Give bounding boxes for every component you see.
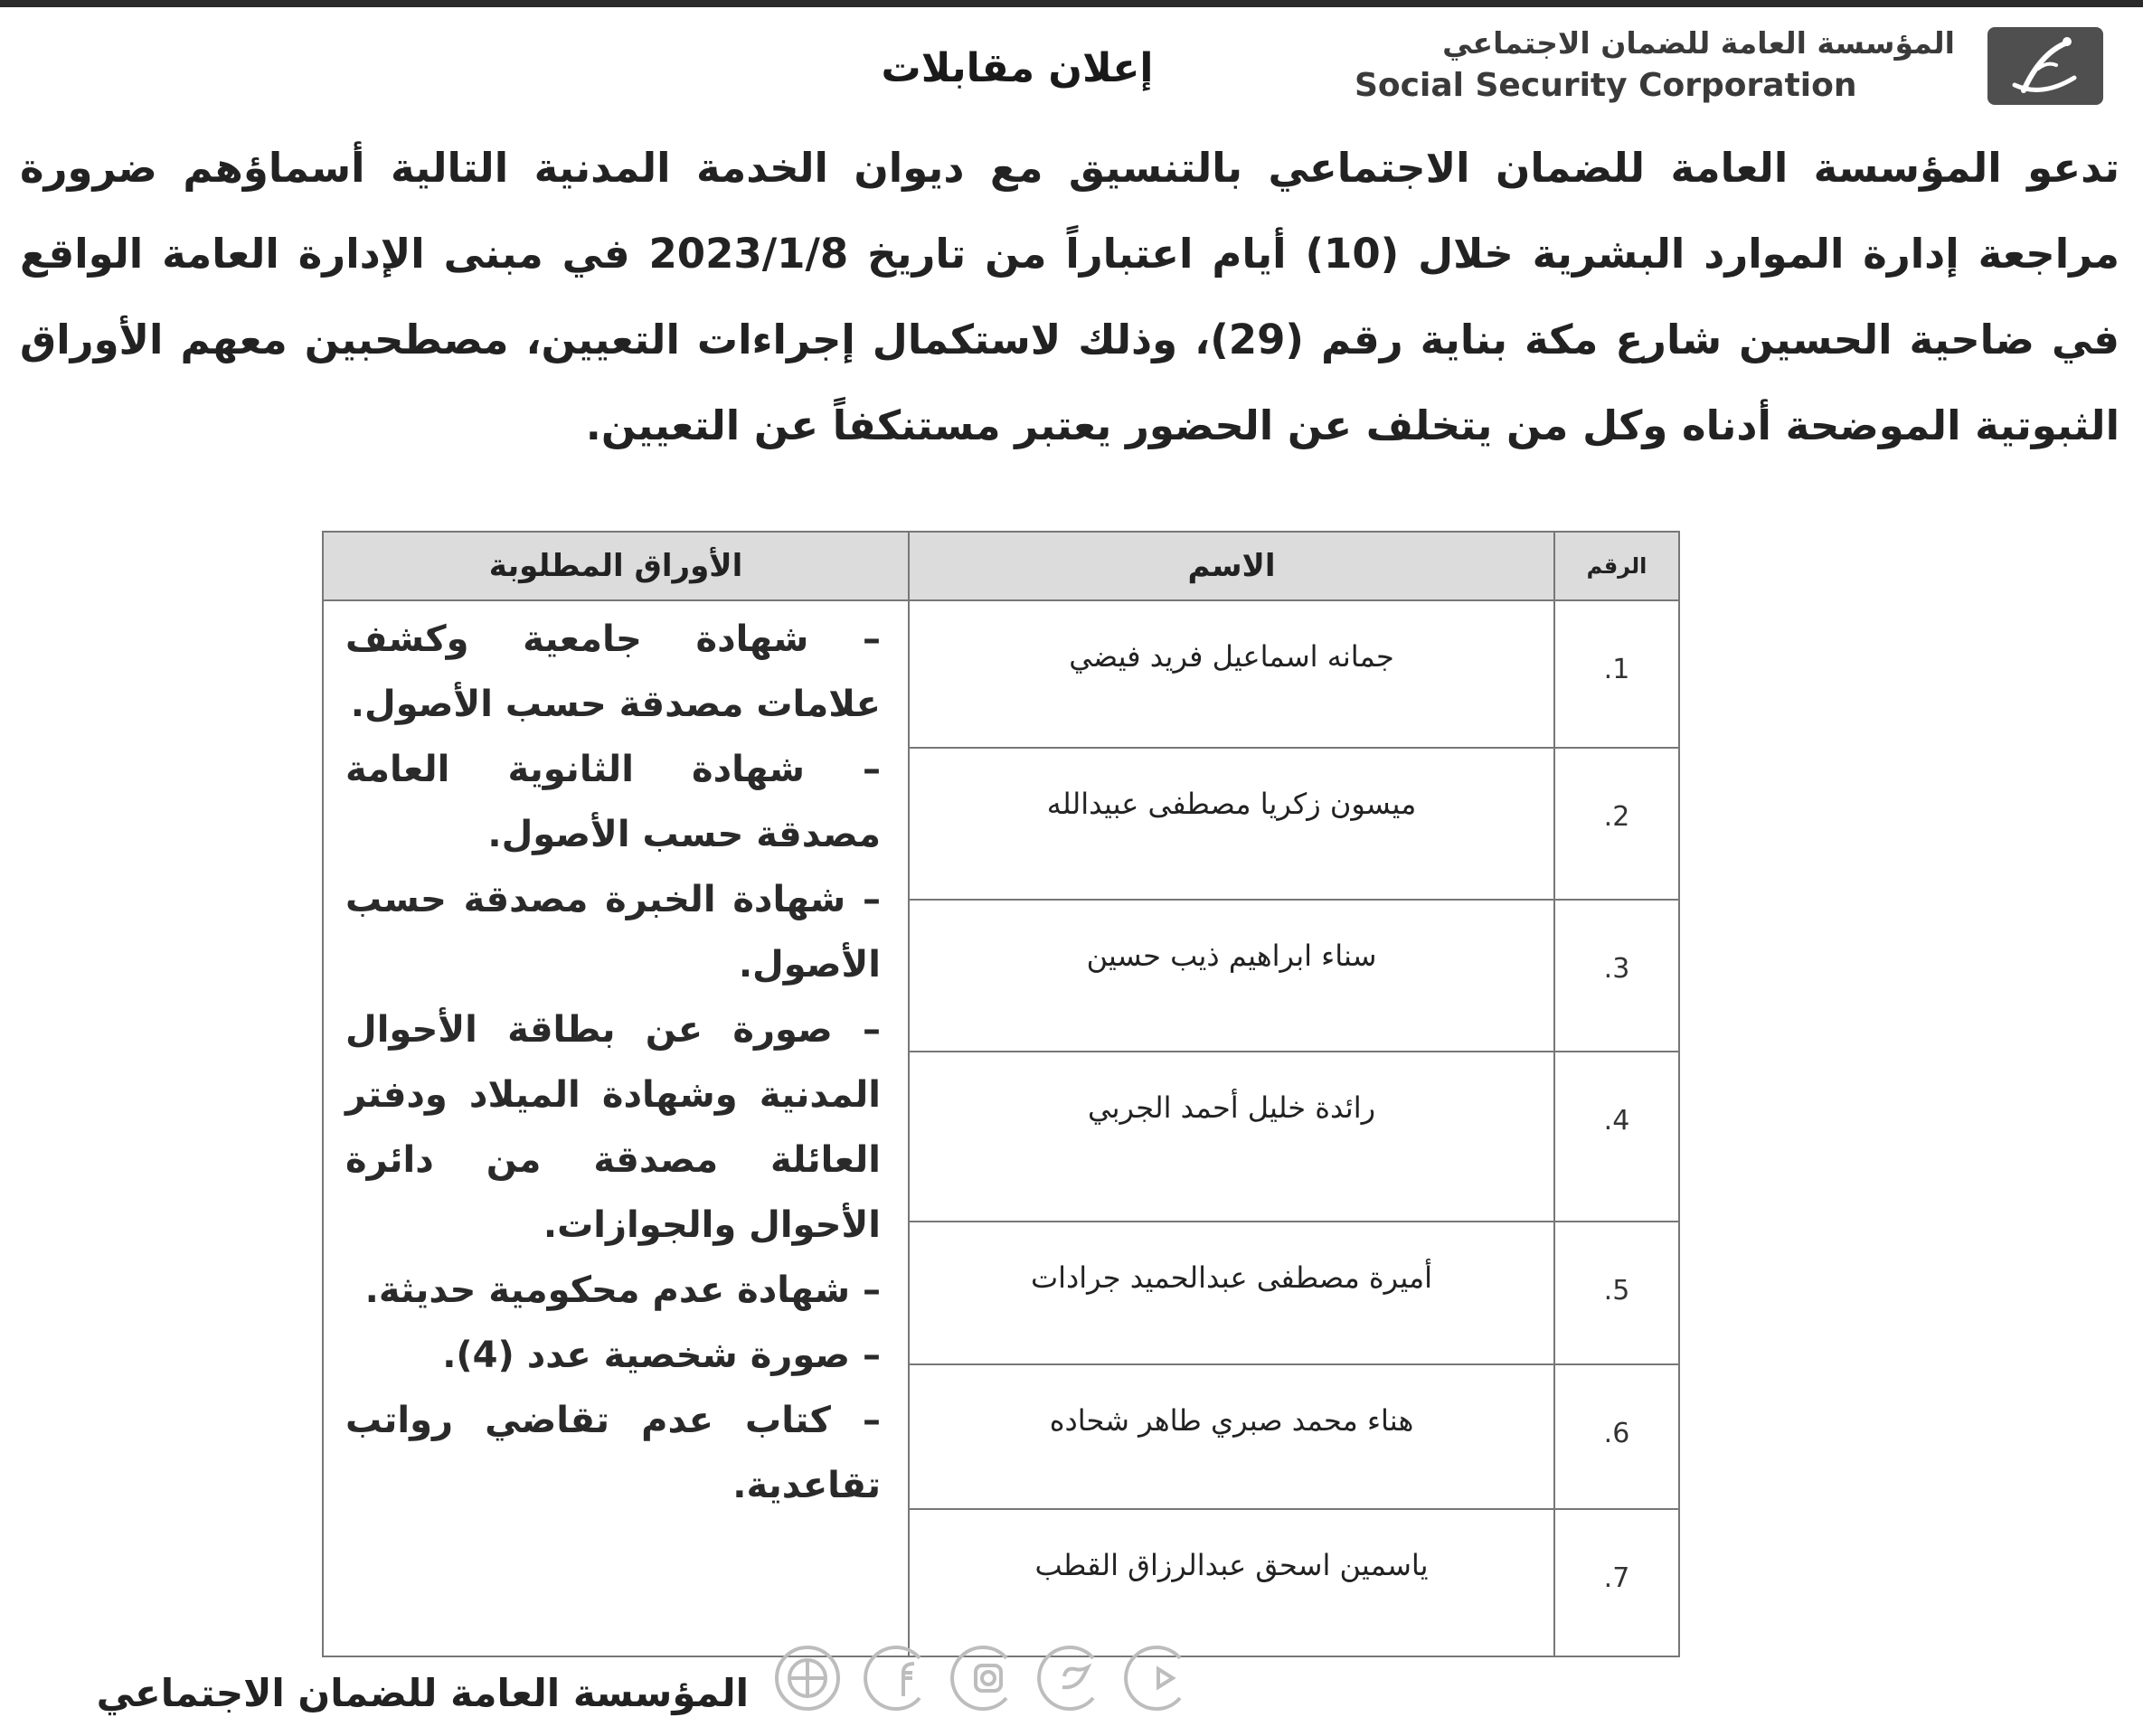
row-number: 1.	[1554, 600, 1679, 748]
row-number: 2.	[1554, 748, 1679, 900]
header-number: الرقم	[1554, 532, 1679, 600]
youtube-icon[interactable]	[1126, 1647, 1180, 1709]
social-icons	[764, 1635, 1198, 1722]
table-row	[323, 600, 1679, 748]
row-number: 4.	[1554, 1052, 1679, 1222]
document-item: – صورة شخصية عدد (4).	[442, 1335, 881, 1376]
website-icon[interactable]	[777, 1647, 838, 1709]
header-name: الاسم	[909, 532, 1554, 600]
row-number: 7.	[1554, 1509, 1679, 1656]
document-item: – شهادة الخبرة مصدقة حسب الأصول.	[345, 879, 881, 986]
row-number: 6.	[1554, 1364, 1679, 1509]
candidate-name: سناء ابراهيم ذيب حسين	[909, 900, 1554, 1052]
org-name-english: Social Security Corporation	[1355, 67, 1857, 104]
candidate-name: ميسون زكريا مصطفى عبيدالله	[909, 748, 1554, 900]
footer-org-name: المؤسسة العامة للضمان الاجتماعي	[96, 1671, 749, 1715]
document-item: – شهادة عدم محكومية حديثة.	[364, 1269, 881, 1311]
candidate-name: ياسمين اسحق عبدالرزاق القطب	[909, 1509, 1554, 1656]
candidate-name: رائدة خليل أحمد الجربي	[909, 1052, 1554, 1222]
twitter-icon[interactable]	[1039, 1647, 1093, 1709]
document-item: – كتاب عدم تقاضي رواتب تقاعدية.	[345, 1400, 881, 1506]
top-border	[0, 0, 2143, 7]
table-header-row	[323, 532, 1679, 600]
document-item: – شهادة جامعية وكشف علامات مصدقة حسب الأصول.	[345, 618, 881, 725]
candidate-name: أميرة مصطفى عبدالحميد جرادات	[909, 1222, 1554, 1364]
required-documents-cell	[323, 600, 909, 1656]
org-name-arabic: المؤسسة العامة للضمان الاجتماعي	[1442, 25, 1955, 61]
document-item: – صورة عن بطاقة الأحوال المدنية وشهادة الميلاد ودفتر العائلة مصدقة من دائرة الأحوال والجوازات.	[345, 1009, 881, 1246]
row-number: 5.	[1554, 1222, 1679, 1364]
document-item: – شهادة الثانوية العامة مصدقة حسب الأصول.	[345, 749, 881, 855]
intro-paragraph: تدعو المؤسسة العامة للضمان الاجتماعي بالتنسيق مع ديوان الخدمة المدنية التالية أسماؤهم ضرورة مراجعة إدارة الموارد البشرية خلال (10) أيام اعتباراً من تاريخ 2023/1/8 في مبنى الإدارة العامة الواقع في ضاحية الحسين شارع مكة بناية رقم (29)، وذلك لاستكمال إجراءات التعيين، مصطحبين معهم الأوراق الثبوتية الموضحة أدناه وكل من يتخلف عن الحضور يعتبر مستنكفاً عن التعيين.	[20, 144, 2120, 449]
ssc-logo-icon	[1987, 27, 2103, 105]
candidate-name: جمانه اسماعيل فريد فيضي	[909, 600, 1554, 748]
header-documents: الأوراق المطلوبة	[323, 532, 909, 600]
instagram-icon[interactable]	[952, 1647, 1006, 1709]
announcement-title: إعلان مقابلات	[881, 45, 1154, 91]
candidate-name: هناء محمد صبري طاهر شحاده	[909, 1364, 1554, 1509]
candidates-table	[322, 531, 1680, 1657]
facebook-icon[interactable]	[865, 1647, 920, 1709]
row-number: 3.	[1554, 900, 1679, 1052]
